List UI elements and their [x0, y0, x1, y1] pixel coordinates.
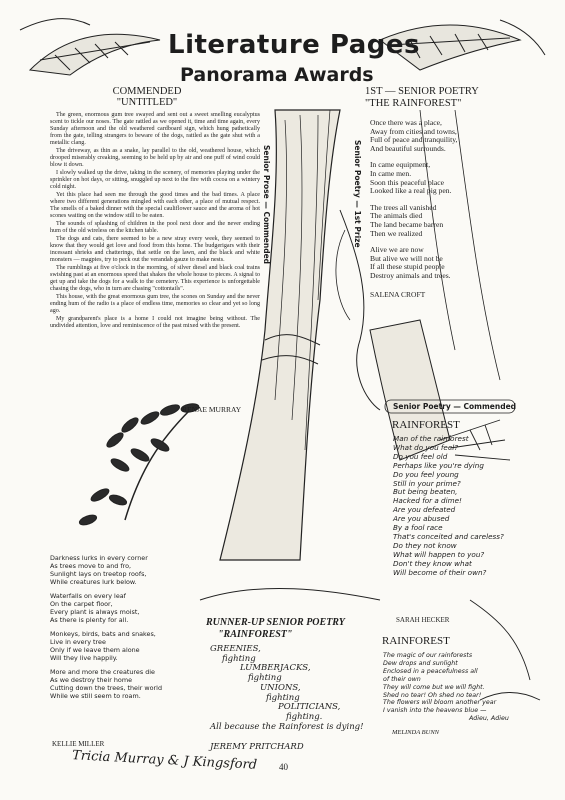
poem-line: Live in every tree	[50, 638, 106, 646]
poem3-author: JEREMY PRITCHARD	[210, 742, 304, 752]
poem3-title: "RAINFOREST"	[218, 629, 293, 640]
poem-line: Still in your prime?	[393, 478, 461, 488]
prose-paragraph: The driveway, as thin as a snake, lay parallel to the old, weathered house, which drooped miserably creaking, seeming to be held up by air and one puff of wind could blow it down.	[50, 148, 260, 168]
prose-paragraph: This house, with the great enormous gum tree, the scones on Sunday and the never ending hum of the radio is a place of endless time, memories so clear and yet so long ago.	[50, 294, 260, 314]
poem-line: Only if we leave them alone	[50, 646, 140, 654]
poem-left-author: KELLIE MILLER	[52, 740, 105, 748]
poem-line: And beautiful surrounds.	[370, 143, 446, 153]
poem1-title: "THE RAINFOREST"	[365, 98, 462, 109]
poem-line: Dew drops and sunlight	[383, 659, 458, 667]
prose-paragraph: The sounds of splashing of children in the pool next door and the never ending hum of the old wireless on the kitchen table.	[50, 221, 260, 234]
poem-line: Do they not know	[393, 540, 457, 550]
poem-left-body	[50, 554, 220, 706]
prose-title: "UNTITLED"	[116, 97, 178, 108]
poem-stanza	[370, 246, 520, 280]
prose-paragraph: The rumblings at five o'clock in the morning, of silver diesel and black coal trains swishing past at an enormous speed that shakes the whole house to pieces. A signal to get up and take the dogs for a walk to the cemetery. This experience is unforgettable chasing the dogs, who in turn are chasing "cottontails".	[50, 265, 260, 292]
poem-line: Looked like a real pig pen.	[370, 186, 452, 196]
prose-paragraph: The dogs and cats, there seemed to be a new stray every week, they seemed to know that they would get love and food from this home. The budgerigars with their incessant shrieks and chatterings, that settle on the lawn, and the black and white monsters — magpies, try to peck out the verandah gauze to make nests.	[50, 236, 260, 263]
page-number: 40	[279, 762, 288, 772]
poem-stanza	[50, 668, 220, 700]
poem-stanza	[370, 161, 520, 195]
commended-label: Senior Poetry — Commended	[393, 402, 517, 411]
poem-line: Do you feel old	[393, 451, 448, 461]
poem-line: While creatures lurk below.	[50, 578, 137, 586]
poem-line: I vanish into the heavens blue —	[383, 707, 487, 715]
poem-line: In came equipment,	[370, 160, 431, 170]
poem-line: Sunlight lays on treetop roofs,	[50, 570, 147, 578]
prose-award: COMMENDED	[112, 86, 182, 97]
poem-line: Hacked for a dime!	[393, 496, 462, 506]
poem3-award: RUNNER-UP SENIOR POETRY	[206, 617, 345, 628]
poem-line: Darkness lurks in every corner	[50, 554, 148, 562]
poem3-body	[210, 645, 380, 732]
poem-line: fighting.	[286, 711, 323, 722]
prose-paragraph: My grandparent's place is a home I could not imagine being without. The undivided attention, love and reminiscence of the past mixed with the present.	[50, 316, 260, 329]
poem-line: Full of peace and tranquility,	[370, 135, 458, 145]
poem-line: Cutting down the trees, their world	[50, 684, 162, 692]
poem-line: fighting	[248, 673, 282, 684]
poem-line: Shed no tear! Oh shed no tear!	[383, 691, 482, 699]
prose-paragraph: The green, enormous gum tree swayed and sent out a sweet smelling eucalyptus scent to tickle our noses. The gate rattled as we opened it, time and time again, every Sunday afternoon and the old weathered cardboard sign, which hung pathetically from the gate, telling strangers to beware of the dogs, rattled as the gate shut with a metallic clang.	[50, 112, 260, 146]
poem-stanza	[50, 630, 220, 662]
poem-line: In came men.	[370, 168, 412, 178]
poem-line: UNIONS,	[260, 682, 301, 693]
poem1-body	[370, 119, 520, 289]
poem-line: GREENIES,	[210, 644, 261, 654]
poem-line: The flowers will bloom another year	[383, 699, 497, 707]
poem-line: If all these stupid people	[370, 262, 445, 272]
poem-line: By a fool race	[393, 523, 443, 533]
prose-paragraph: Yet this place had seen me through the good times and the bad times. A place where two different generations mingled with each other, a place of mutual respect. The smells of a baked dinner with the special cauliflower sauce and the aroma of hot scones waiting on the window still to be eaten.	[50, 192, 260, 219]
poem-line: But alive we will not be	[370, 253, 443, 263]
poem-line: fighting	[222, 653, 256, 664]
poem1-award: 1ST — SENIOR POETRY	[365, 86, 479, 97]
poem-line: Away from cities and towns,	[370, 126, 457, 136]
prose-paragraph: I slowly walked up the drive, taking in the scenery, of memories playing under the sprinkler on hot days, or sitting, snuggled up next to the fire with cocoa on a wintery cold night.	[50, 170, 260, 190]
poem2-title: RAINFOREST	[392, 419, 460, 431]
poem-line: of their own	[383, 675, 421, 683]
poem-line: LUMBERJACKS,	[240, 663, 311, 674]
prose-author: RENAE MURRAY	[182, 405, 242, 414]
poem4-title: RAINFOREST	[382, 635, 450, 647]
poem-line: They will come but we will fight.	[383, 683, 485, 691]
poem-line: Are you abused	[393, 514, 450, 524]
poem-line: Waterfalls on every leaf	[50, 592, 126, 600]
poem-line: Destroy animals and trees.	[370, 270, 451, 280]
poem-line: Don't they know what	[393, 558, 472, 568]
poem2-author: SARAH HECKER	[396, 616, 450, 624]
poem-stanza	[370, 119, 520, 153]
poem-line: The magic of our rainforests	[383, 652, 473, 659]
poem-stanza	[50, 554, 220, 586]
page-title: Literature Pages	[168, 30, 420, 60]
poem-line: POLITICIANS,	[278, 702, 341, 713]
poem-line: As trees move to and fro,	[50, 562, 132, 570]
poem-line: More and more the creatures die	[50, 668, 155, 676]
poem-line: While we still seem to roam.	[50, 692, 141, 700]
poem-line: Adieu, Adieu	[469, 715, 509, 723]
poem-line: fighting	[266, 692, 300, 703]
fern-illustration	[78, 402, 199, 526]
poem-line: That's conceited and careless?	[393, 531, 504, 541]
poem4-author: MELINDA BUNN	[392, 729, 440, 736]
poem2-body	[393, 435, 543, 578]
poem-line: But being beaten,	[393, 487, 458, 497]
poem-stanza	[50, 592, 220, 624]
poem-stanza	[370, 204, 520, 238]
poem4-body	[383, 652, 533, 723]
poem-line: Do you feel young	[393, 469, 459, 479]
poem-line: Once there was a place,	[370, 118, 442, 127]
poem-line: Enclosed in a peacefulness all	[383, 667, 478, 675]
poem-line: Are you defeated	[393, 505, 456, 515]
poem-line: The land became barren	[370, 219, 444, 229]
poem-line: Soon this peaceful place	[370, 177, 445, 187]
poem-line: What will happen to you?	[393, 549, 485, 559]
poem-line: Then we realized	[370, 228, 423, 238]
poem-line: Monkeys, birds, bats and snakes,	[50, 630, 156, 638]
poem-line: Perhaps like you're dying	[393, 460, 484, 470]
poem-line: Will become of their own?	[393, 567, 487, 577]
poem-line: As there is plenty for all.	[50, 616, 129, 624]
poem-line: Every plant is always moist,	[50, 608, 140, 616]
poem1-side-label: Senior Poetry — 1st Prize	[353, 140, 362, 248]
poem-line: The animals died	[370, 211, 423, 221]
prose-body	[50, 112, 260, 331]
poem1-author: SALENA CROFT	[370, 290, 426, 299]
poem-line: The trees all vanished	[370, 202, 437, 212]
poem-line: Man of the rainforest	[393, 434, 469, 443]
prose-side-label: Senior Prose — Commended	[262, 145, 271, 265]
artist-signature: Tricia Murray & J Kingsford	[71, 748, 258, 773]
poem-line: On the carpet floor,	[50, 600, 113, 608]
page-subtitle: Panorama Awards	[180, 64, 374, 86]
poem-line: Will they live happily.	[50, 654, 118, 662]
poem-line: As we destroy their home	[50, 676, 132, 684]
poem-line: All because the Rainforest is dying!	[210, 721, 364, 732]
poem-line: Alive we are now	[370, 245, 424, 255]
poem-line: What do you feel?	[393, 442, 459, 452]
